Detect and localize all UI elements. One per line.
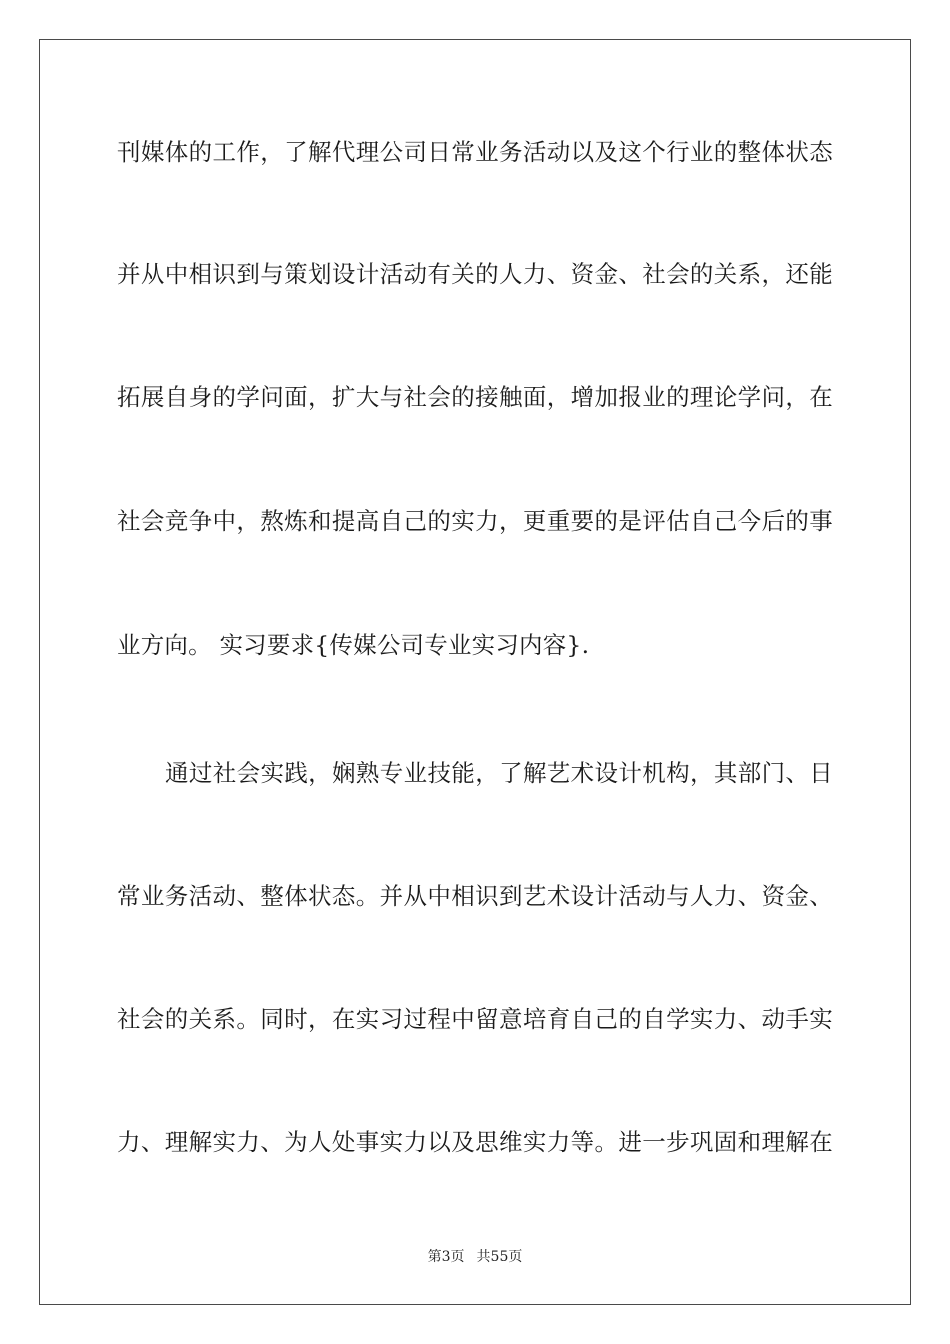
text-line: 并从中相识到与策划设计活动有关的人力、资金、社会的关系，还能	[117, 260, 833, 288]
text-line: 力、理解实力、为人处事实力以及思维实力等。进一步巩固和理解在	[117, 1128, 833, 1156]
text-line: 业方向。 实习要求{传媒公司专业实习内容}.	[117, 631, 590, 659]
text-line: 常业务活动、整体状态。并从中相识到艺术设计活动与人力、资金、	[117, 882, 833, 910]
page-footer	[0, 1248, 950, 1266]
text-line: 拓展自身的学问面，扩大与社会的接触面，增加报业的理论学问，在	[117, 383, 833, 411]
total-pages: 共55页	[476, 1249, 523, 1265]
text-line: 刊媒体的工作，了解代理公司日常业务活动以及这个行业的整体状态	[117, 138, 833, 166]
page-border	[39, 39, 911, 1305]
text-line: 社会竞争中，熬炼和提高自己的实力，更重要的是评估自己今后的事	[117, 507, 833, 535]
text-line: 社会的关系。同时，在实习过程中留意培育自己的自学实力、动手实	[117, 1005, 833, 1033]
page-number: 第3页	[427, 1249, 465, 1265]
text-line: 通过社会实践，娴熟专业技能，了解艺术设计机构，其部门、日	[165, 759, 833, 787]
